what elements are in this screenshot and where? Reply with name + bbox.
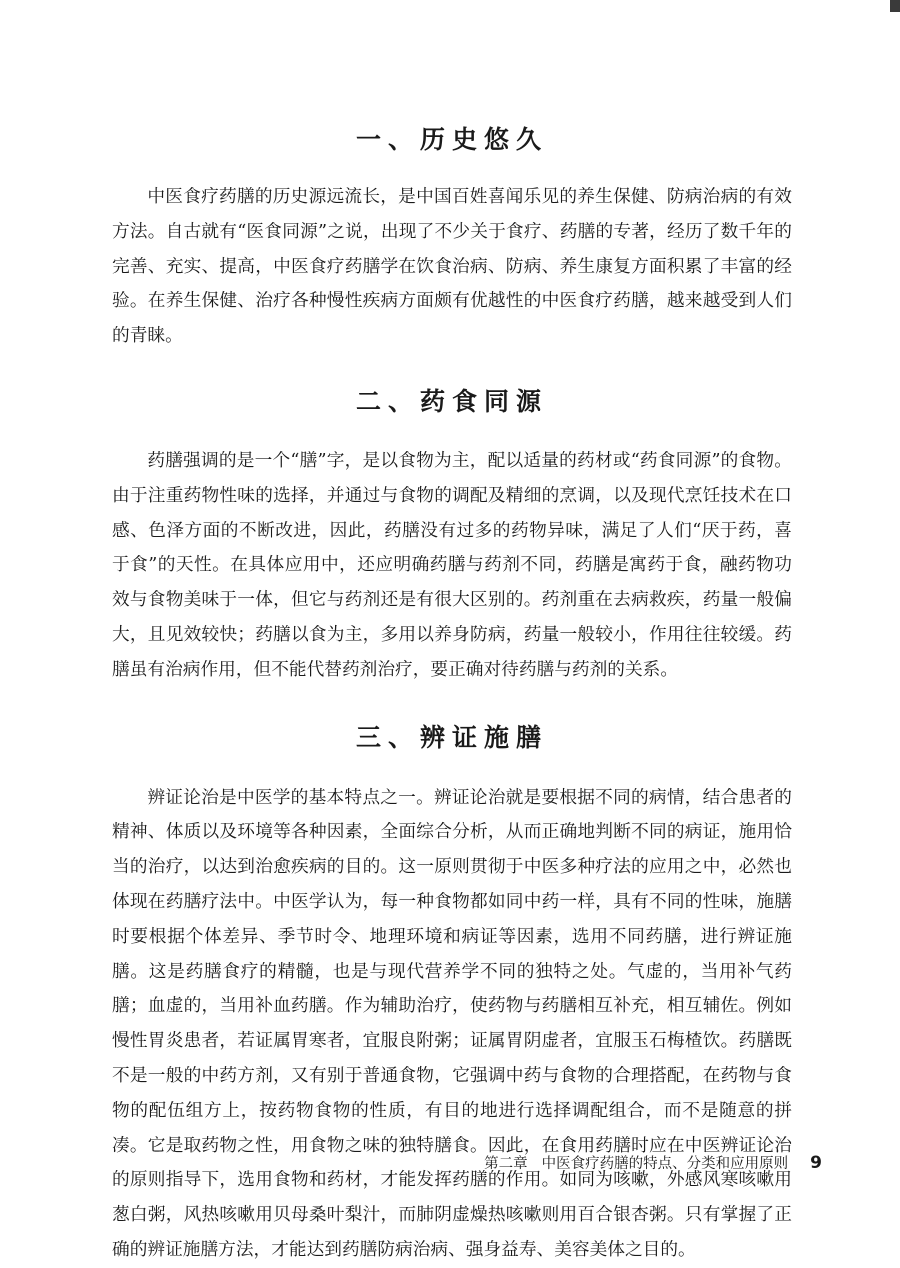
- footer-chapter-title: 中医食疗药膳的特点、分类和应用原则: [541, 1156, 789, 1172]
- section-title-history: 一、历史悠久: [355, 125, 548, 154]
- page-corner-mark: [890, 0, 900, 12]
- section-body-syndrome-diet: 辨证论治是中医学的基本特点之一。辨证论治就是要根据不同的病情，结合患者的精神、体质以及环境等各种因素，全面综合分析，从而正确地判断不同的病证，施用恰当的治疗，以达到治愈疾病的目的。这一原则贯彻于中医多种疗法的应用之中，必然也体现在药膳疗法中。中医学认为，每一种食物都如同中药一样，具有不同的性味，施膳时要根据个体差异、季节时令、地理环境和病证等因素，选用不同药膳，进行辨证施膳。这是药膳食疗的精髓，也是与现代营养学不同的独特之处。气虚的，当用补气药膳；血虚的，当用补血药膳。作为辅助治疗，使药物与药膳相互补充，相互辅佐。例如慢性胃炎患者，若证属胃寒者，宜服良附粥；证属胃阴虚者，宜服玉石梅楂饮。药膳既不是一般的中药方剂，又有别于普通食物，它强调中药与食物的合理搭配，在药物与食物的配伍组方上，按药物食物的性质，有目的地进行选择调配组合，而不是随意的拼凑。它是取药物之性，用食物之味的独特膳食。因此，在食用药膳时应在中医辨证论治的原则指导下，选用食物和药材，才能发挥药膳的作用。如同为咳嗽，外感风寒咳嗽用葱白粥，风热咳嗽用贝母桑叶梨汁，而肺阴虚燥热咳嗽则用百合银杏粥。只有掌握了正确的辨证施膳方法，才能达到药膳防病治病、强身益寿、美容美体之目的。: [112, 787, 792, 1260]
- section-body-food-medicine-origin: 药膳强调的是一个“膳”字，是以食物为主，配以适量的药材或“药食同源”的食物。由于注重药物性味的选择，并通过与食物的调配及精细的烹调，以及现代烹饪技术在口感、色泽方面的不断改进，因此，药膳没有过多的药物异味，满足了人们“厌于药，喜于食”的天性。在具体应用中，还应明确药膳与药剂不同，药膳是寓药于食，融药物功效与食物美味于一体，但它与药剂还是有很大区别的。药剂重在去病救疾，药量一般偏大，且见效较快；药膳以食为主，多用以养身防病，药量一般较小，作用往往较缓。药膳虽有治病作用，但不能代替药剂治疗，要正确对待药膳与药剂的关系。: [112, 450, 792, 680]
- footer-chapter: 第二章: [484, 1156, 528, 1172]
- section-title-food-medicine-origin: 二、药食同源: [355, 386, 548, 416]
- page-content: [112, 118, 792, 1268]
- section-title-syndrome-diet: 三、辨证施膳: [355, 722, 548, 752]
- page-number: 9: [810, 1152, 822, 1173]
- page-footer: [484, 1152, 822, 1173]
- section-body-history: 中医食疗药膳的历史源远流长，是中国百姓喜闻乐见的养生保健、防病治病的有效方法。自古就有“医食同源”之说，出现了不少关于食疗、药膳的专著，经历了数千年的完善、充实、提高，中医食疗药膳学在饮食治病、防病、养生康复方面积累了丰富的经验。在养生保健、治疗各种慢性疾病方面颇有优越性的中医食疗药膳，越来越受到人们的青睐。: [112, 187, 792, 347]
